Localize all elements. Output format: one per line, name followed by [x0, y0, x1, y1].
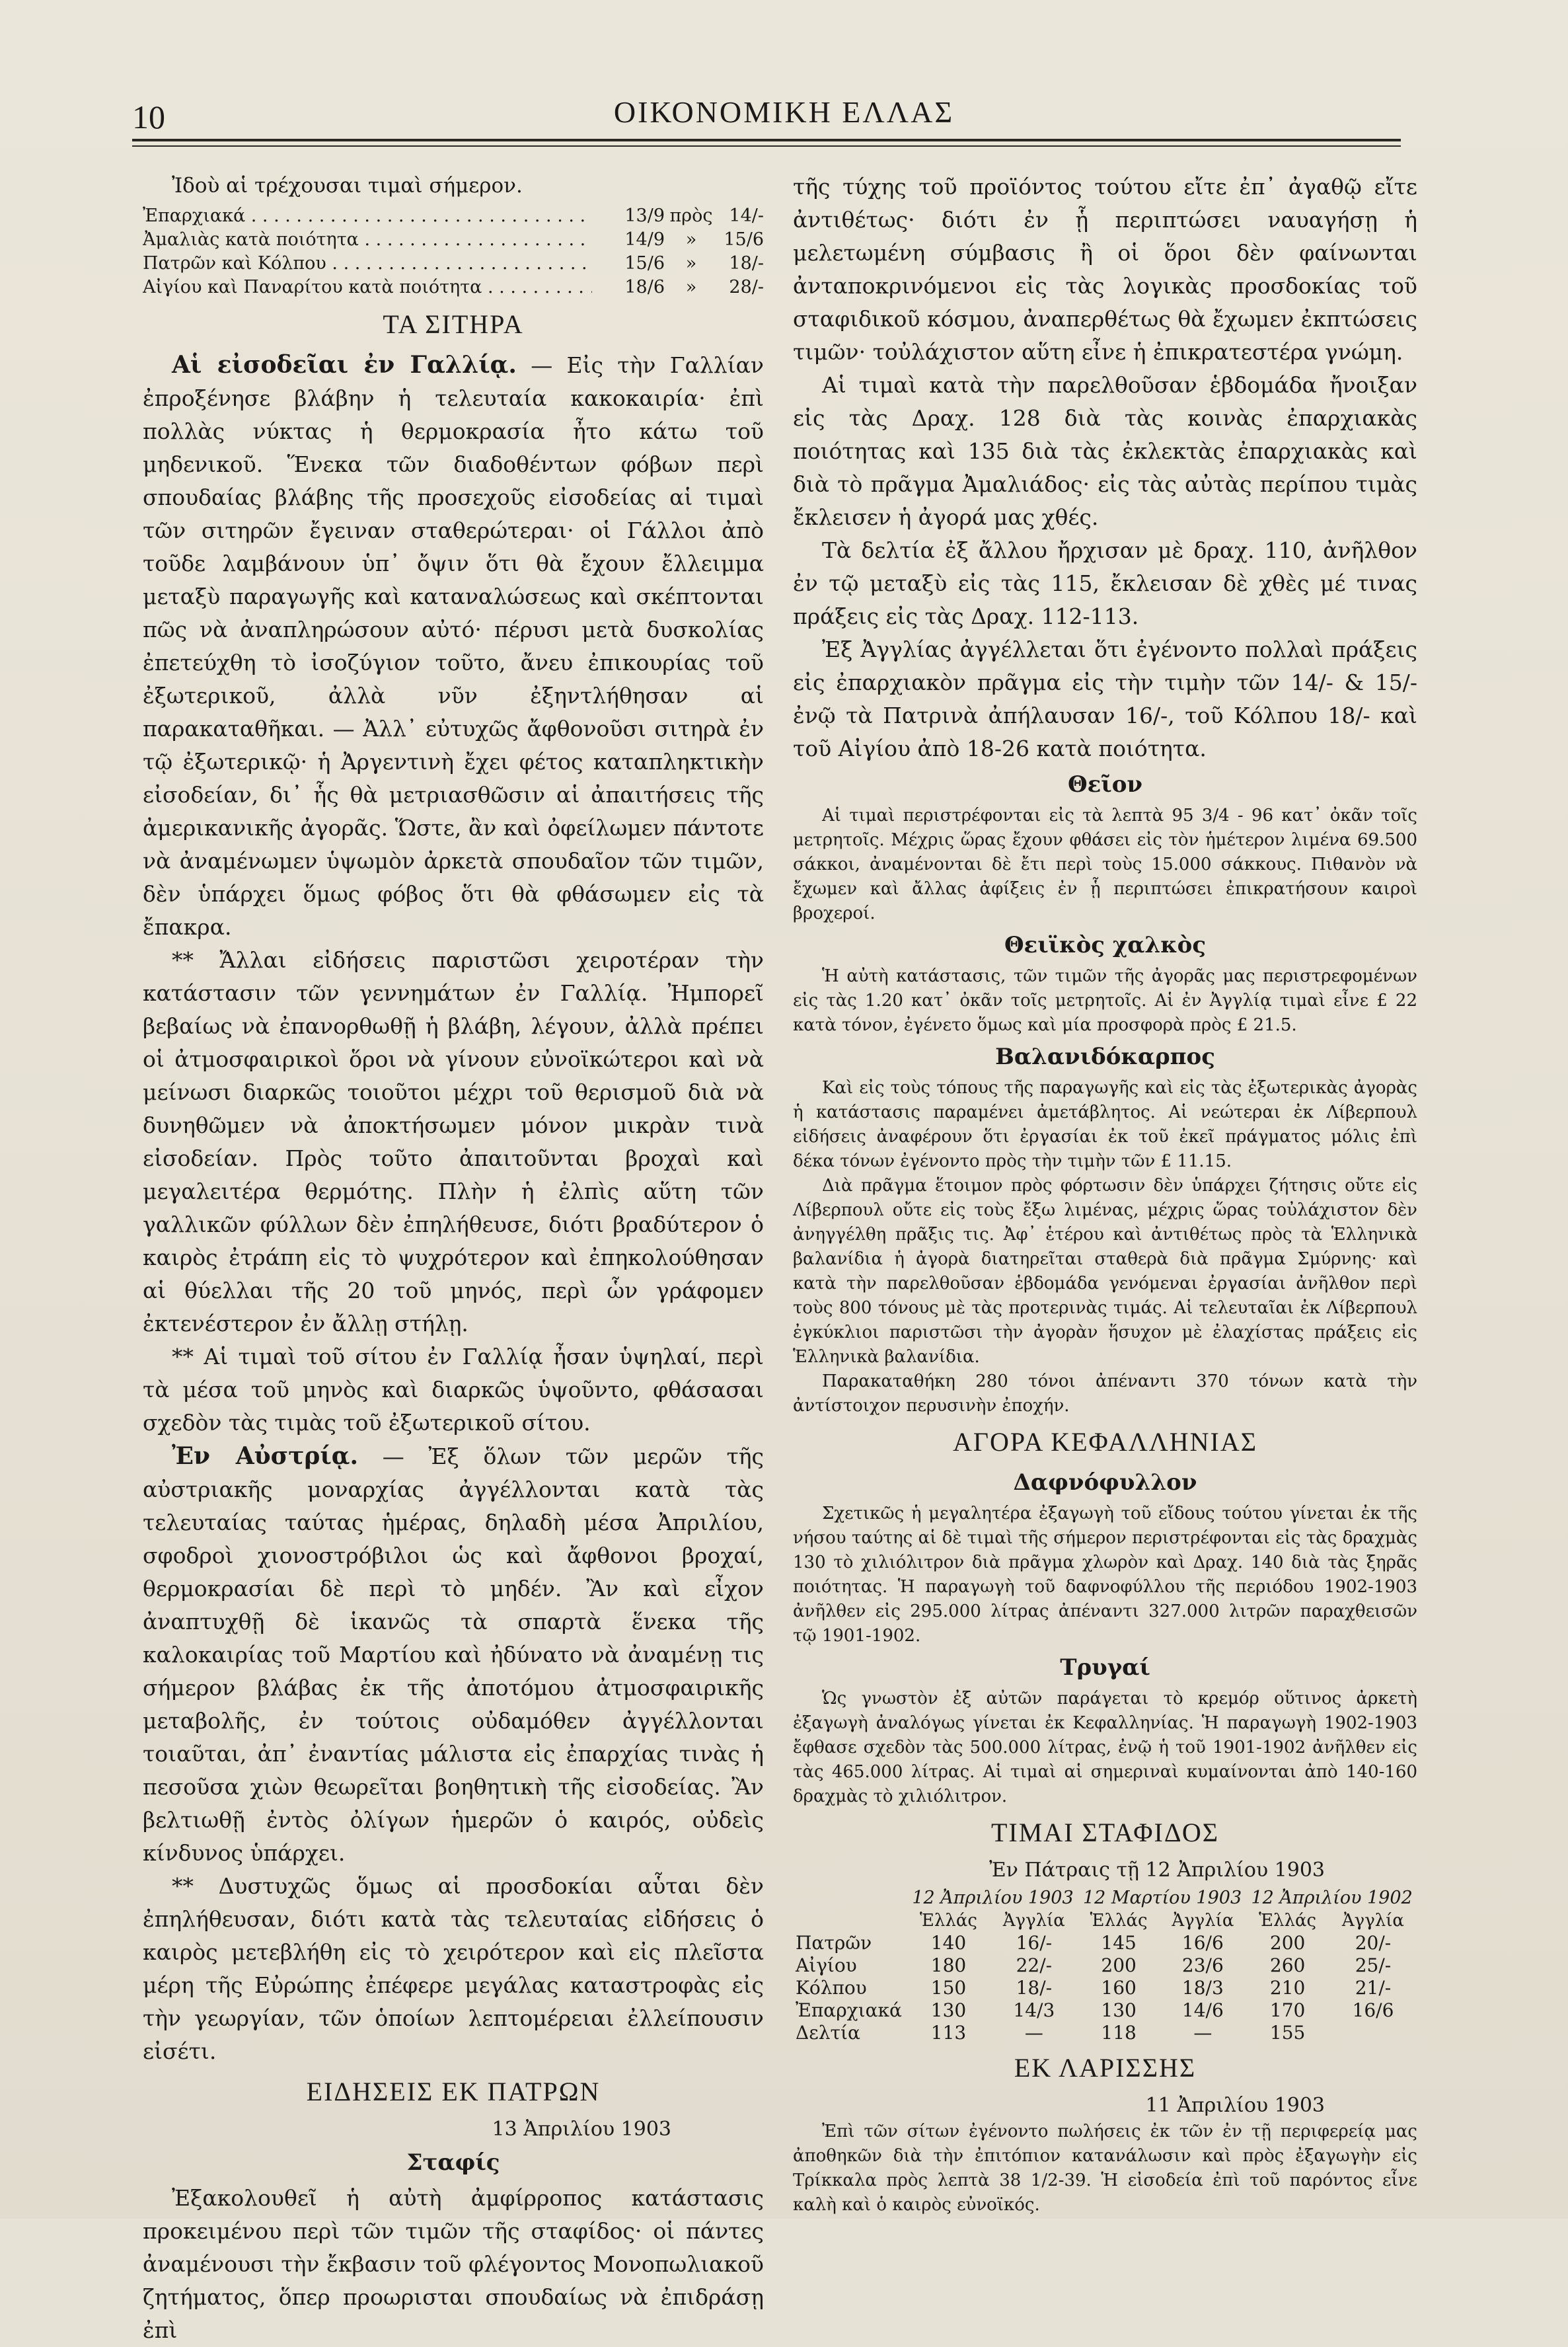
subheading-valonia: Βαλανιδόκαρπος [995, 1044, 1215, 1070]
price-row [143, 204, 764, 228]
table-cell: 16/6 [1181, 1932, 1224, 1954]
price-to: » [685, 277, 697, 297]
table-cell: 14/3 [1013, 1999, 1055, 2021]
table-cell: 16/- [1016, 1932, 1053, 1954]
table-cell: — [1024, 2022, 1043, 2044]
table-cell: 155 [1269, 2022, 1306, 2044]
raisin-price-table [793, 1887, 1417, 2044]
header-rule [132, 139, 1401, 141]
table-row-label: Ἐπαρχιακά [796, 1999, 902, 2021]
article-body: — Ἐξ ὅλων τῶν μερῶν τῆς αὐστριακῆς μοναρχίας ἀγγέλλονται κατὰ τὰς τελευταίας ταύτας ἡμέρας, δηλαδὴ μέσα Ἀπριλίου, σφοδροὶ χιονοστρόβιλοι ὡς καὶ ἄφθονοι βροχαί, θερμοκρασίαι δὲ περὶ τὸ μηδέν. Ἂν καὶ εἶχον ἀναπτυχθῇ δὲ ἱκανῶς τὰ σπαρτὰ ἕνεκα τῆς καλοκαιρίας τοῦ Μαρτίου καὶ ἠδύνατο νὰ ἀναμένῃ τις σήμερον βλάβας ἐκ τῆς ἀποτόμου ἀτμοσφαιρικῆς μεταβολῆς, ἐν τούτοις οὐδαμόθεν ἀγγέλλονται τοιαῦται, ἀπ᾽ ἐναντίας μάλιστα εἰς ἐπαρχίας τινὰς ἡ πεσοῦσα χιὼν θεωρεῖται βοηθητικὴ τῆς εἰσοδείας. Ἂν βελτιωθῇ ἐντὸς ὀλίγων ἡμερῶν ὁ καιρός, οὐδεὶς κίνδυνος ὑπάρχει. [143, 1443, 764, 1866]
table-cell: 260 [1269, 1954, 1306, 1976]
section-title-raisin-prices: ΤΙΜΑΙ ΣΤΑΦΙΔΟΣ [990, 1818, 1219, 1847]
price-high: 18/- [729, 253, 764, 274]
subheading-copper-sulphate: Θειϊκὸς χαλκὸς [1004, 932, 1207, 958]
table-cell: 22/- [1016, 1954, 1053, 1976]
table-column-header: Ἀγγλία [1341, 1911, 1404, 1931]
article-paragraph: Ὡς γνωστὸν ἐξ αὐτῶν παράγεται τὸ κρεμόρ οὕτινος ἀρκετὴ ἐξαγωγὴ ἀναλόγως γίνεται ἐκ Κεφαλληνίας. Ἡ παραγωγὴ 1902-1903 ἔφθασε σχεδὸν τὰς 500.000 λίτρας, ἐνῷ ἡ τοῦ 1901-1902 ἀνῆλθεν εἰς τὰς 465.000 λίτρας. Αἱ τιμαὶ αἱ σημεριναὶ κυμαίνονται ἀπὸ 140-160 δραχμὰς τὸ χιλιόλιτρον. [793, 1689, 1417, 1806]
table-row-label: Δελτία [796, 2022, 860, 2044]
table-cell: 200 [1269, 1932, 1306, 1954]
article-paragraph: Αἱ τιμαὶ περιστρέφονται εἰς τὰ λεπτὰ 95 3/4 - 96 κατ᾽ ὀκᾶν τοῖς μετρητοῖς. Μέχρις ὥρας ἔχουν φθάσει εἰς τὸν ἡμέτερον λιμένα 69.500 σάκκοι, ἀναμένονται δὲ ἔτι περὶ τοὺς 15.000 σάκκους. Πιθανὸν νὰ ἔχωμεν καὶ ἄλλας ἀφίξεις ἐν ᾗ περιπτώσει ἐπικρατήσουν καιροὶ βροχεροί. [793, 806, 1417, 923]
article-paragraph: Αἱ τιμαὶ κατὰ τὴν παρελθοῦσαν ἑβδομάδα ἤνοιξαν εἰς τὰς Δραχ. 128 διὰ τὰς κοινὰς ἐπαρχιακὰς ποιότητας καὶ 135 διὰ τὰς ἐκλεκτὰς ἐπαρχιακὰς καὶ διὰ τὸ πρᾶγμα Ἀμαλιάδος· εἰς τὰς αὐτὰς περίπου τιμὰς ἔκλεισεν ἡ ἀγορά μας χθές. [793, 372, 1417, 530]
article-austria [143, 1440, 764, 1870]
article-body: — Εἰς τὴν Γαλλίαν ἐπροξένησε βλάβην ἡ τελευταία κακοκαιρία· ἐπὶ πολλὰς νύκτας ἡ θερμοκρασία ἦτο κάτω τοῦ μηδενικοῦ. Ἕνεκα τῶν διαδοθέντων φόβων περὶ σπουδαίας βλάβης τῆς προσεχοῦς εἰσοδείας αἱ τιμαὶ τῶν σιτηρῶν ἔγειναν σταθερώτεραι· οἱ Γάλλοι ἀπὸ τοῦδε λαμβάνουν ὑπ᾽ ὄψιν ὅτι θὰ ἔχουν ἔλλειμμα μεταξὺ παραγωγῆς καὶ καταναλώσεως καὶ σκέπτονται πῶς νὰ ἀναπληρώσουν αὐτό· πέρυσι μετὰ δυσκολίας ἐπετεύχθη τὸ ἰσοζύγιον τοῦτο, ἄνευ ἐπικουρίας τοῦ ἐξωτερικοῦ, ἀλλὰ νῦν ἐξηντλήθησαν αἱ παρακαταθῆκαι. — Ἀλλ᾽ εὐτυχῶς ἄφθονοῦσι σιτηρὰ ἐν τῷ ἐξωτερικῷ· ἡ Ἀργεντινὴ ἔχει φέτος καταπληκτικὴν εἰσοδείαν, δι᾽ ἧς θὰ μετριασθῶσιν αἱ ἀπαιτήσεις τῆς ἀμερικανικῆς ἀγορᾶς. Ὥστε, ἂν καὶ ὀφείλωμεν πάντοτε νὰ ἀναμένωμεν ὑψωμὸν ἀρκετὰ σπουδαῖον τῶν τιμῶν, δὲν ὑπάρχει ὅμως φόβος ὅτι θὰ φθάσωμεν εἰς τὰ ἔπακρα. [143, 352, 764, 940]
table-row [793, 2022, 1417, 2044]
subheading-bay-leaf: Δαφνόφυλλον [1013, 1469, 1197, 1496]
table-cell: 25/- [1355, 1954, 1392, 1976]
price-row [143, 276, 764, 299]
table-column-date: 12 Μαρτίου 1903 [1082, 1888, 1242, 1908]
article-paragraph: Ἐξ Ἀγγλίας ἀγγέλλεται ὅτι ἐγένοντο πολλαὶ πράξεις εἰς ἐπαρχιακὸν πρᾶγμα εἰς τὴν τιμὴν τῶν 14/- & 15/- ἐνῷ τὰ Πατρινὰ ἀπήλαυσαν 16/-, τοῦ Κόλπου 18/- καὶ τοῦ Αἰγίου ἀπὸ 18-26 κατὰ ποιότητα. [793, 636, 1417, 761]
article-lead: Αἱ εἰσοδεῖαι ἐν Γαλλίᾳ. [172, 351, 517, 379]
price-high: 14/- [729, 206, 764, 226]
table-cell: 130 [930, 1999, 967, 2021]
dateline: 11 Ἀπριλίου 1903 [1145, 2094, 1325, 2117]
table-cell: 210 [1269, 1977, 1306, 1999]
table-cell: 20/- [1355, 1932, 1392, 1954]
table-cell: 18/3 [1181, 1977, 1224, 1999]
article-paragraph: Καὶ εἰς τοὺς τόπους τῆς παραγωγῆς καὶ εἰς τὰς ἐξωτερικὰς ἀγορὰς ἡ κατάστασις παραμένει ἀμετάβλητος. Αἱ νεώτεραι ἐκ Λίβερπουλ εἰδήσεις ἀναφέρουν ὅτι ἐργασίαι ἐκ τοῦ ἐκεῖ πράγματος μόλις ἐπὶ δέκα τόνων ἐγένοντο πρὸς τὴν τιμὴν τῶν £ 11.15. [793, 1078, 1417, 1171]
article-paragraph: Ἡ αὐτὴ κατάστασις, τῶν τιμῶν τῆς ἀγορᾶς μας περιστρεφομένων εἰς τὰς 1.20 κατ᾽ ὀκᾶν τοῖς μετρητοῖς. Αἱ ἐν Ἀγγλίᾳ τιμαὶ εἶνε £ 22 κατὰ τόνον, ἐγένετο ὅμως καὶ μία προσφορὰ πρὸς £ 21.5. [793, 966, 1417, 1035]
table-row [793, 1999, 1417, 2022]
price-low: 18/6 [624, 277, 665, 297]
table-cell: 170 [1269, 1999, 1306, 2021]
price-name: Αἰγίου καὶ Παναρίτου κατὰ ποιότητα . . . [143, 276, 592, 299]
table-column-header: Ἀγγλία [1172, 1911, 1234, 1931]
table-column-header: Ἑλλάς [920, 1911, 977, 1931]
dateline: Ἐν Πάτραις τῇ 12 Ἀπριλίου 1903 [989, 1859, 1325, 1882]
price-to: » [685, 229, 697, 250]
section-title-grains: ΤΑ ΣΙΤΗΡΑ [383, 309, 524, 339]
table-cell: 160 [1101, 1977, 1137, 1999]
price-to: πρὸς [669, 206, 713, 226]
article-paragraph: ** Δυστυχῶς ὅμως αἱ προσδοκίαι αὗται δὲν ἐπηλήθευσαν, διότι κατὰ τὰς τελευταίας εἰδήσεις ὁ καιρὸς μετεβλήθη εἰς τὸ χειρότερον καὶ εἰς πλεῖστα μέρη τῆς Εὐρώπης ἐπέφερε μεγάλας καταστροφὰς εἰς τὴν γεωργίαν, τῶν ὁποίων λεπτομέρειαι ἐλλείπουσιν εἰσέτι. [143, 1873, 764, 2064]
header-rule-thin [132, 145, 1401, 147]
article-france [143, 348, 764, 944]
section-title-kefalonia: ΑΓΟΡΑ ΚΕΦΑΛΛΗΝΙΑΣ [953, 1427, 1257, 1457]
table-cell: 21/- [1355, 1977, 1392, 1999]
table-row-label: Πατρῶν [796, 1932, 872, 1954]
table-date-row [793, 1887, 1417, 1909]
table-column-header: Ἀγγλία [1002, 1911, 1065, 1931]
section-title-larissa: ΕΚ ΛΑΡΙΣΣΗΣ [1014, 2053, 1197, 2083]
price-name: Ἐπαρχιακά . . . [143, 204, 592, 228]
article-lead: Ἐν Αὐστρίᾳ. [172, 1442, 359, 1470]
article-paragraph: Διὰ πρᾶγμα ἕτοιμον πρὸς φόρτωσιν δὲν ὑπάρχει ζήτησις οὔτε εἰς Λίβερπουλ οὔτε εἰς τοὺς ἔξω λιμένας, μέχρις ὥρας τοὐλάχιστον δὲν ἀνηγγέλθη πρᾶξις τις. Ἀφ᾽ ἑτέρου καὶ ἀντιθέτως πρὸς τὰ Ἑλληνικὰ βαλανίδια ἡ ἀγορὰ διατηρεῖται σταθερὰ διὰ πρᾶγμα Σμύρνης· καὶ κατὰ τὴν παρελθοῦσαν ἑβδομάδα γενόμεναι ἐργασίαι ἀνῆλθον περὶ τοὺς 800 τόνους μὲ τὰς προτερινὰς τιμάς. Αἱ τελευταῖαι ἐκ Λίβερπουλ ἐγκύκλιοι παριστῶσι τὴν ἀγορὰν ἥσυχον μὲ ἐλαχίστας πράξεις εἰς Ἑλληνικὰ βαλανίδια. [793, 1176, 1417, 1367]
price-row [143, 252, 764, 276]
price-row [143, 228, 764, 252]
article-paragraph: Τὰ δελτία ἐξ ἄλλου ἤρχισαν μὲ δραχ. 110, ἀνῆλθον ἐν τῷ μεταξὺ εἰς τὰς 115, ἔκλεισαν δὲ χθὲς μέ τινας πράξεις εἰς τὰς Δραχ. 112-113. [793, 537, 1417, 629]
price-high: 15/6 [724, 229, 764, 250]
table-cell: 118 [1101, 2022, 1137, 2044]
table-cell: 18/- [1016, 1977, 1053, 1999]
article-paragraph: ** Αἱ τιμαὶ τοῦ σίτου ἐν Γαλλίᾳ ἦσαν ὑψηλαί, περὶ τὰ μέσα τοῦ μηνὸς καὶ διαρκῶς ὑψοῦντο, φθάσασαι σχεδὸν τὰς τιμὰς τοῦ ἐξωτερικοῦ σίτου. [143, 1344, 764, 1436]
table-column-date: 12 Ἀπριλίου 1902 [1251, 1888, 1413, 1908]
table-cell [1329, 2022, 1417, 2044]
price-name: Ἀμαλιὰς κατὰ ποιότητα . . . [143, 228, 592, 252]
table-row [793, 1954, 1417, 1977]
table-row [793, 1932, 1417, 1954]
journal-title: ΟΙΚΟΝΟΜΙΚΗ ΕΛΛΑΣ [613, 95, 955, 129]
table-column-header: Ἑλλάς [1259, 1911, 1317, 1931]
table-row-label: Κόλπου [796, 1977, 867, 1999]
table-cell: 130 [1101, 1999, 1137, 2021]
price-low: 15/6 [624, 253, 665, 274]
page-number: 10 [132, 98, 165, 135]
article-paragraph: Σχετικῶς ἡ μεγαλητέρα ἐξαγωγὴ τοῦ εἴδους τούτου γίνεται ἐκ τῆς νήσου ταύτης αἱ δὲ τιμαὶ τῆς σήμερον περιστρέφονται εἰς τὰς δραχμὰς 130 τὸ χιλιόλιτρον διὰ πρᾶγμα χλωρὸν καὶ Δραχ. 140 διὰ τὰς ξηρᾶς ποιότητας. Ἡ παραγωγὴ τοῦ δαφνοφύλλου τῆς περιόδου 1902-1903 ἀνῆλθεν εἰς 295.000 λίτρας ἀπέναντι 327.000 λιτρῶν παραχθεισῶν τῷ 1901-1902. [793, 1504, 1417, 1646]
subheading-raisin: Σταφίς [406, 2149, 500, 2176]
subheading-tartar: Τρυγαί [1060, 1654, 1150, 1681]
table-cell: 180 [930, 1954, 967, 1976]
table-cell: 113 [930, 2022, 967, 2044]
table-column-date: 12 Ἀπριλίου 1903 [912, 1888, 1074, 1908]
left-column [143, 171, 764, 2347]
subheading-sulphur: Θεῖον [1067, 771, 1142, 798]
price-to: » [685, 253, 697, 274]
table-cell: — [1193, 2022, 1213, 2044]
price-list [143, 204, 764, 299]
article-paragraph: Παρακαταθήκη 280 τόνοι ἀπέναντι 370 τόνων κατὰ τὴν ἀντίστοιχον περυσινὴν ἐποχήν. [793, 1371, 1417, 1416]
price-name: Πατρῶν καὶ Κόλπου . . . [143, 252, 592, 276]
article-paragraph: τῆς τύχης τοῦ προϊόντος τούτου εἴτε ἐπ᾽ ἀγαθῷ εἴτε ἀντιθέτως· διότι ἐν ᾗ περιπτώσει ναυαγήσῃ ἡ μελετωμένη σύμβασις ἢ οἱ ὅροι δὲν φαίνωνται ἀνταποκρινόμενοι εἰς τὰς λογικὰς προσδοκίας τοῦ σταφιδικοῦ κόσμου, ἀναπερθέτως θὰ ἔχωμεν ἐκπτώσεις τιμῶν· τοὐλάχιστον αὕτη εἶνε ἡ ἐπικρατεστέρα γνώμη. [793, 174, 1417, 365]
table-row-label: Αἰγίου [796, 1954, 857, 1976]
table-cell: 140 [930, 1932, 967, 1954]
price-high: 28/- [729, 277, 764, 297]
table-cell: 145 [1101, 1932, 1137, 1954]
table-column-header: Ἑλλάς [1090, 1911, 1148, 1931]
prices-intro: Ἰδοὺ αἱ τρέχουσαι τιμαὶ σήμερον. [172, 174, 523, 198]
table-cell: 150 [930, 1977, 967, 1999]
table-cell: 23/6 [1181, 1954, 1224, 1976]
article-paragraph: ** Ἄλλαι εἰδήσεις παριστῶσι χειροτέραν τὴν κατάστασιν τῶν γεννημάτων ἐν Γαλλίᾳ. Ἠμπορεῖ βεβαίως νὰ ἐπανορθωθῇ ἡ βλάβη, λέγουν, ἀλλὰ πρέπει οἱ ἀτμοσφαιρικοὶ ὅροι νὰ γίνουν εὐνοϊκώτεροι καὶ νὰ μείνωσι διαρκῶς τοιοῦτοι μέχρι τοῦ θερισμοῦ διὰ νὰ δυνηθῶμεν νὰ ἀποκτήσωμεν μόνον μικρὰν τινὰ εἰσοδείαν. Πρὸς τοῦτο ἀπαιτοῦνται βροχαὶ καὶ μεγαλειτέρα θερμότης. Πλὴν ἡ ἐλπὶς αὕτη τῶν γαλλικῶν φύλλων δὲν ἐπηλήθευσε, διότι βραδύτερον ὁ καιρὸς ἐτράπη εἰς τὸ ψυχρότερον καὶ ἐπηκολούθησαν αἱ θύελλαι τῆς 20 τοῦ μηνός, περὶ ὧν γράφομεν ἐκτενέστερον ἐν ἄλλῃ στήλῃ. [143, 947, 764, 1336]
price-low: 14/9 [624, 229, 665, 250]
dateline: 13 Ἀπριλίου 1903 [492, 2118, 671, 2141]
table-row [793, 1977, 1417, 1999]
table-cell: 16/6 [1352, 1999, 1394, 2021]
table-cell: 200 [1101, 1954, 1137, 1976]
price-low: 13/9 [624, 206, 665, 226]
section-title-patras-news: ΕΙΔΗΣΕΙΣ ΕΚ ΠΑΤΡΩΝ [306, 2077, 601, 2106]
table-cell: 14/6 [1181, 1999, 1224, 2021]
table-header-row [793, 1909, 1417, 1932]
article-paragraph: Ἐπὶ τῶν σίτων ἐγένοντο πωλήσεις ἐκ τῶν ἐν τῇ περιφερείᾳ μας ἀποθηκῶν διὰ τὴν ἐπιτόπιον κατανάλωσιν καὶ πρὸς ἐξαγωγὴν εἰς Τρίκκαλα πρὸς λεπτὰ 38 1/2-39. Ἡ εἰσοδεία ἐπὶ τοῦ παρόντος εἶνε καλὴ καὶ ὁ καιρὸς εὐνοϊκός. [793, 2122, 1417, 2215]
right-column [793, 171, 1417, 2217]
article-paragraph: Ἐξακολουθεῖ ἡ αὐτὴ ἀμφίρροπος κατάστασις προκειμένου περὶ τῶν τιμῶν τῆς σταφίδος· οἱ πάντες ἀναμένουσι τὴν ἔκβασιν τοῦ φλέγοντος Μονοπωλιακοῦ ζητήματος, ὅπερ προωρισται σπουδαίως νὰ ἐπιδράσῃ ἐπὶ [143, 2185, 764, 2343]
